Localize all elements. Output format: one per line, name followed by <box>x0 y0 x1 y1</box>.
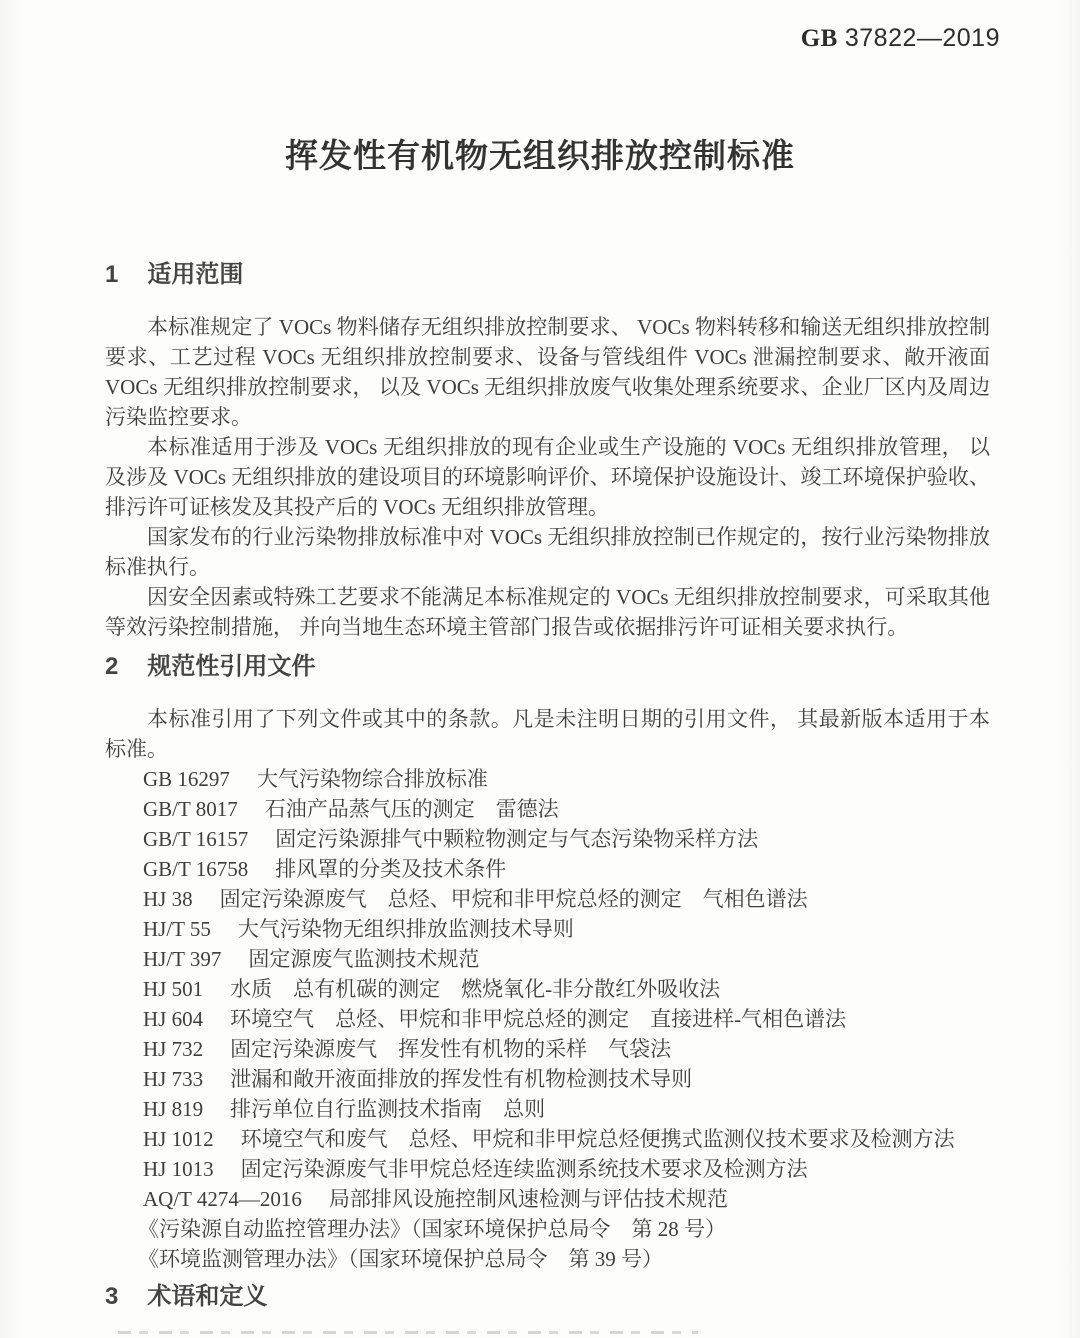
reference-item <box>105 794 990 824</box>
reference-title: 环境空气和废气 总烃、甲烷和非甲烷总烃便携式监测仪技术要求及检测方法 <box>240 1127 955 1151</box>
document-title: 挥发性有机物无组织排放控制标准 <box>285 137 795 174</box>
section-title: 术语和定义 <box>147 1283 268 1310</box>
reference-title: 泄漏和敞开液面排放的挥发性有机物检测技术导则 <box>230 1067 693 1091</box>
reference-title: 水质 总有机碳的测定 燃烧氧化-非分散红外吸收法 <box>230 977 721 1001</box>
reference-text: 《污染源自动监控管理办法》（国家环境保护总局令 第 28 号） <box>138 1217 726 1241</box>
reference-items <box>105 764 990 1274</box>
reference-item <box>105 1064 990 1094</box>
reference-text: 《环境监测管理办法》（国家环境保护总局令 第 39 号） <box>138 1247 663 1271</box>
references-intro: 本标准引用了下列文件或其中的条款。凡是未注明日期的引用文件， 其最新版本适用于本标准。 <box>105 707 990 761</box>
reference-code: HJ/T 55 <box>143 917 211 941</box>
reference-code: AQ/T 4274—2016 <box>143 1187 302 1211</box>
reference-title: 大气污染物综合排放标准 <box>256 767 488 791</box>
reference-item <box>105 854 990 884</box>
reference-item <box>105 1034 990 1064</box>
reference-title: 石油产品蒸气压的测定 雷德法 <box>264 797 559 821</box>
reference-item <box>105 1124 990 1154</box>
reference-code: GB/T 16157 <box>143 827 249 851</box>
reference-item <box>105 1004 990 1034</box>
reference-title: 环境空气 总烃、甲烷和非甲烷总烃的测定 直接进样-气相色谱法 <box>230 1007 847 1031</box>
section-heading-references <box>105 646 990 681</box>
scope-paragraph: 因安全因素或特殊工艺要求不能满足本标准规定的 VOCs 无组织排放控制要求，可采取其他等效污染控制措施， 并向当地生态环境主管部门报告或依据排污许可证相关要求执行。 <box>105 585 990 639</box>
reference-title: 固定源废气监测技术规范 <box>248 947 480 971</box>
standard-code: 37822—2019 <box>844 24 1000 52</box>
standard-prefix: GB <box>800 25 838 52</box>
reference-item <box>105 1154 990 1184</box>
section-heading-scope <box>105 254 990 289</box>
reference-code: HJ 732 <box>143 1037 204 1061</box>
section-heading-terms <box>105 1276 990 1311</box>
cutoff-text-line <box>118 1331 698 1336</box>
reference-title: 局部排风设施控制风速检测与评估技术规范 <box>328 1187 728 1211</box>
reference-code: HJ 38 <box>143 887 193 911</box>
reference-code: HJ 1012 <box>143 1127 214 1151</box>
scope-paragraph: 国家发布的行业污染物排放标准中对 VOCs 无组织排放控制已作规定的，按行业污染物排放标准执行。 <box>105 525 990 579</box>
reference-item <box>105 914 990 944</box>
reference-title: 固定污染源排气中颗粒物测定与气态污染物采样方法 <box>275 827 759 851</box>
reference-code: HJ/T 397 <box>143 947 222 971</box>
reference-item <box>105 974 990 1004</box>
reference-item <box>105 1094 990 1124</box>
section-title: 适用范围 <box>147 261 244 288</box>
standard-number <box>801 24 1000 53</box>
reference-title: 排风罩的分类及技术条件 <box>275 857 507 881</box>
section-number: 1 <box>105 261 119 288</box>
section-number: 2 <box>105 653 119 680</box>
reference-item <box>105 824 990 854</box>
reference-code: HJ 501 <box>143 977 204 1001</box>
reference-code: GB/T 8017 <box>143 797 238 821</box>
reference-title: 固定污染源废气 挥发性有机物的采样 气袋法 <box>230 1037 672 1061</box>
reference-title: 大气污染物无组织排放监测技术导则 <box>237 917 574 941</box>
reference-title: 排污单位自行监测技术指南 总则 <box>230 1097 546 1121</box>
reference-item <box>105 884 990 914</box>
section-title: 规范性引用文件 <box>147 653 316 680</box>
reference-code: GB 16297 <box>143 767 230 791</box>
reference-code: HJ 819 <box>143 1097 204 1121</box>
scope-paragraphs <box>105 312 996 642</box>
scope-paragraph: 本标准适用于涉及 VOCs 无组织排放的现有企业或生产设施的 VOCs 无组织排放管理， 以及涉及 VOCs 无组织排放的建设项目的环境影响评价、环境保护设施设计、竣工环境保护验收、排污许可证核发及其投产后的 VOCs 无组织排放管理。 <box>105 435 990 519</box>
section-number: 3 <box>105 1283 119 1310</box>
reference-code: HJ 733 <box>143 1067 204 1091</box>
references-list <box>105 704 990 1274</box>
reference-item <box>105 1184 990 1214</box>
reference-title: 固定污染源废气 总烃、甲烷和非甲烷总烃的测定 气相色谱法 <box>219 887 808 911</box>
reference-item <box>105 1244 990 1274</box>
reference-code: HJ 604 <box>143 1007 204 1031</box>
reference-title: 固定污染源废气非甲烷总烃连续监测系统技术要求及检测方法 <box>240 1157 808 1181</box>
reference-item <box>105 1214 990 1244</box>
reference-item <box>105 944 990 974</box>
scope-paragraph: 本标准规定了 VOCs 物料储存无组织排放控制要求、 VOCs 物料转移和输送无组织排放控制要求、工艺过程 VOCs 无组织排放控制要求、设备与管线组件 VOCs 泄漏控制要求、敞开液面 VOCs 无组织排放控制要求， 以及 VOCs 无组织排放废气收集处理系统要求、企业厂区内及周边污染监控要求。 <box>105 315 996 429</box>
reference-item <box>105 764 990 794</box>
reference-code: HJ 1013 <box>143 1157 214 1181</box>
reference-code: GB/T 16758 <box>143 857 249 881</box>
